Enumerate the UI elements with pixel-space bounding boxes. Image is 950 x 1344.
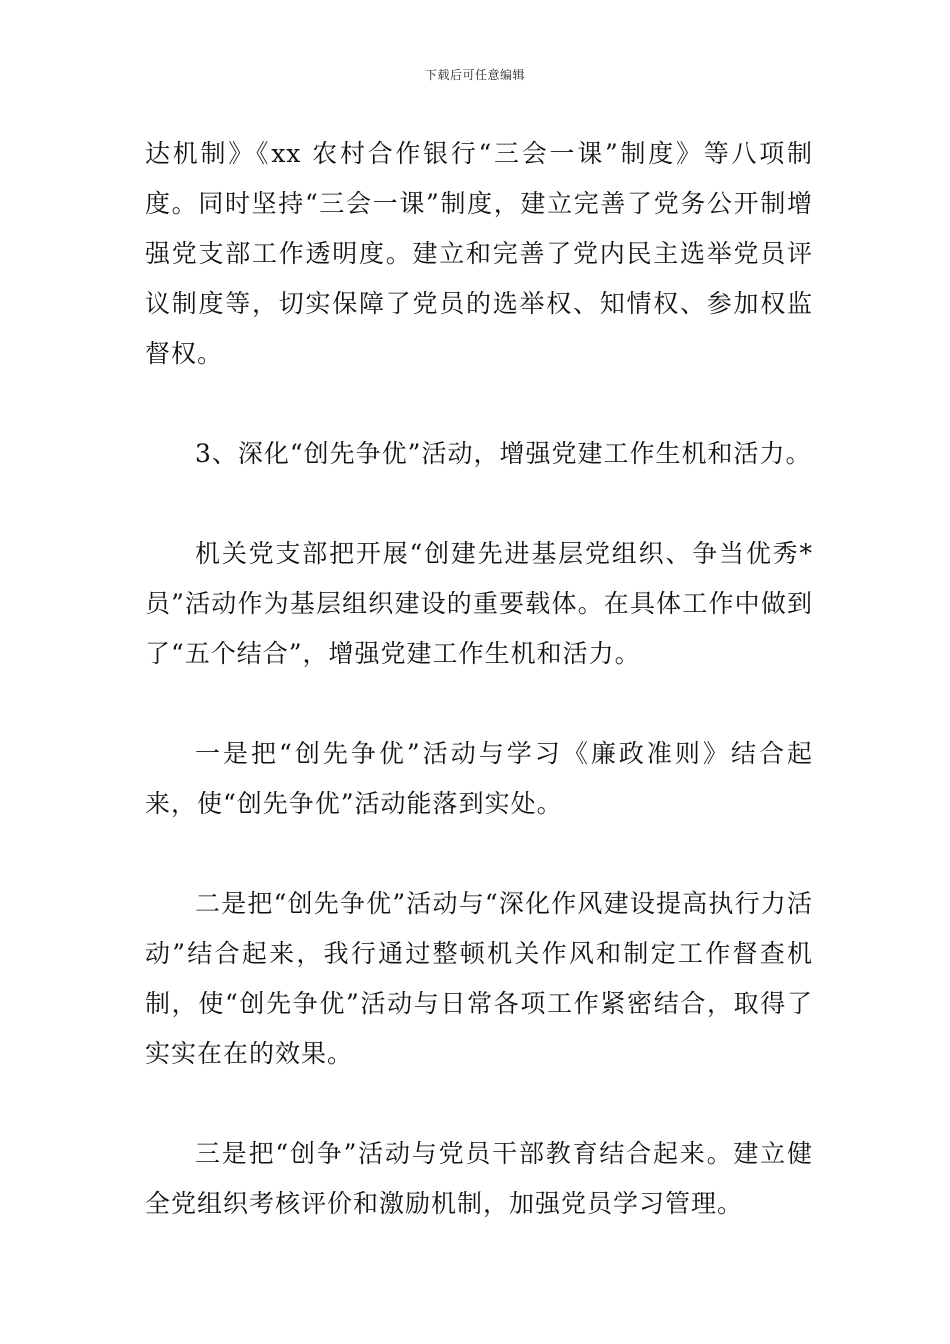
paragraph-4: 一是把“创先争优”活动与学习《廉政准则》结合起来，使“创先争优”活动能落到实处。 [145, 739, 813, 818]
paragraph-1: 达机制》《xx 农村合作银行“三会一课”制度》等八项制度。同时坚持“三会一课”制度，建立完善了党务公开制增强党支部工作透明度。建立和完善了党内民主选举党员评议制度等，切实保障了党员的选举权、知情权、参加权监督权。 [145, 139, 813, 368]
paragraph-5: 二是把“创先争优”活动与“深化作风建设提高执行力活动”结合起来，我行通过整顿机关作风和制定工作督查机制，使“创先争优”活动与日常各项工作紧密结合，取得了实实在在的效果。 [145, 889, 813, 1068]
header-note: 下载后可任意编辑 [424, 68, 525, 82]
document-body [145, 129, 813, 1279]
paragraph-6: 三是把“创争”活动与党员干部教育结合起来。建立健全党组织考核评价和激励机制，加强党员学习管理。 [145, 1139, 813, 1218]
paragraph-2: 3、深化“创先争优”活动，增强党建工作生机和活力。 [195, 439, 812, 468]
paragraph-3: 机关党支部把开展“创建先进基层党组织、争当优秀*员”活动作为基层组织建设的重要载体。在具体工作中做到了“五个结合”，增强党建工作生机和活力。 [145, 539, 813, 668]
